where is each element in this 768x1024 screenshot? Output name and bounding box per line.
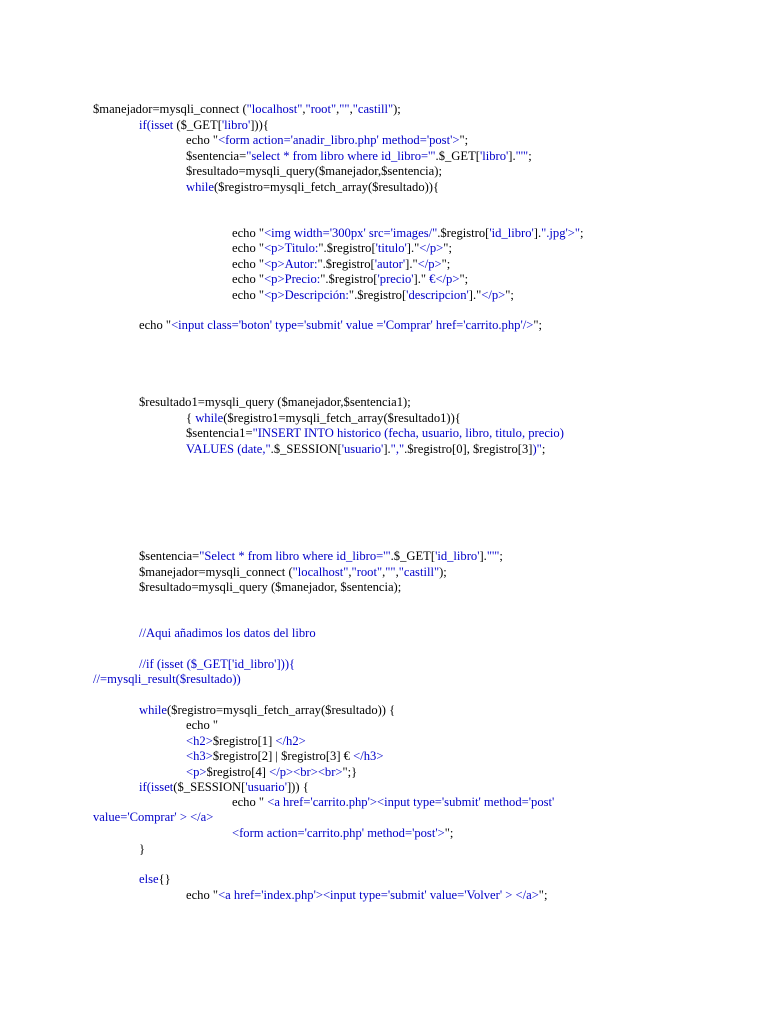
code-segment: ,: [349, 102, 353, 116]
code-line: [93, 810, 213, 825]
code-segment: <input class='boton' type='submit' value ='Comprar' href='carrito.php'/>: [171, 318, 534, 332]
code-segment: $sentencia=: [186, 149, 247, 163]
code-segment: <h2>: [186, 734, 213, 748]
code-segment: <form action='carrito.php' method='post'>: [232, 826, 445, 840]
code-line: [186, 411, 461, 426]
code-segment: ".$registro[: [317, 257, 375, 271]
code-segment: ,: [382, 565, 386, 579]
code-segment: 'descripcion': [406, 288, 469, 302]
code-line: [232, 241, 452, 256]
code-line: [232, 226, 584, 241]
code-segment: ($registro1=mysqli_fetch_array($resultado1)){: [223, 411, 461, 425]
code-segment: ].: [533, 226, 542, 240]
code-segment: "root": [305, 102, 337, 116]
code-segment: .$_GET[: [390, 549, 436, 563]
code-segment: "": [385, 565, 396, 579]
code-segment: 'autor': [374, 257, 406, 271]
code-segment: <p>Autor:: [264, 257, 318, 271]
code-segment: €</p>: [429, 272, 460, 286]
code-segment: <p>Titulo:: [264, 241, 319, 255]
code-segment: 'titulo': [375, 241, 407, 255]
code-segment: $registro[2] | $registro[3] €: [212, 749, 354, 763]
code-segment: echo ": [232, 257, 265, 271]
code-segment: 'libro': [221, 118, 251, 132]
code-line: [139, 580, 401, 595]
code-segment: $registro[4]: [206, 765, 270, 779]
code-line: [232, 288, 514, 303]
code-segment: "'": [486, 549, 500, 563]
code-segment: $registro[1]: [212, 734, 276, 748]
code-segment: ";: [538, 888, 548, 902]
code-line: [139, 872, 171, 887]
code-segment: ";: [533, 318, 542, 332]
code-segment: echo ": [186, 888, 219, 902]
code-segment: echo ": [232, 288, 265, 302]
code-segment: echo ": [186, 133, 219, 147]
code-segment: echo ": [186, 718, 219, 732]
code-segment: ".jpg'>": [541, 226, 581, 240]
code-segment: //Aqui añadimos los datos del libro: [139, 626, 316, 640]
code-segment: {}: [158, 872, 171, 886]
code-segment: <p>Descripción:: [264, 288, 349, 302]
code-line: [139, 118, 269, 133]
code-line: [186, 164, 442, 179]
code-segment: </p><br><br>: [269, 765, 343, 779]
code-segment: "": [339, 102, 350, 116]
code-segment: </h3>: [353, 749, 384, 763]
code-segment: <a href='index.php'><input type='submit' value='Volver' > </a>: [218, 888, 539, 902]
code-segment: $resultado=mysqli_query($manejador,$sentencia);: [186, 164, 442, 178]
code-line: [139, 549, 503, 564]
code-segment: )": [532, 442, 542, 456]
code-segment: <h3>: [186, 749, 213, 763]
code-segment: ";: [443, 241, 452, 255]
code-segment: <p>Precio:: [264, 272, 321, 286]
code-segment: echo ": [232, 226, 265, 240]
code-segment: <form action='anadir_libro.php' method='post'>: [218, 133, 460, 147]
code-segment: "castill": [398, 565, 440, 579]
code-segment: );: [439, 565, 447, 579]
code-segment: ($_GET[: [173, 118, 222, 132]
code-segment: VALUES (date,": [186, 442, 271, 456]
code-segment: ;: [580, 226, 584, 240]
code-segment: <a href='carrito.php'><input type='submit' method='post': [267, 795, 555, 809]
code-segment: ].": [468, 288, 482, 302]
code-segment: while: [195, 411, 224, 425]
code-segment: </p>: [481, 288, 506, 302]
code-segment: .$_GET[: [435, 149, 480, 163]
code-segment: "castill": [352, 102, 394, 116]
code-segment: else: [139, 872, 159, 886]
code-segment: while: [186, 180, 214, 194]
code-segment: $resultado1=mysqli_query ($manejador,$sentencia1);: [139, 395, 411, 409]
code-segment: if(isset: [139, 118, 174, 132]
code-segment: 'id_libro': [435, 549, 480, 563]
code-segment: 'precio': [377, 272, 414, 286]
code-segment: ";: [505, 288, 514, 302]
code-segment: 'usuario': [245, 780, 287, 794]
code-segment: ].": [405, 257, 418, 271]
code-segment: .$registro[: [437, 226, 490, 240]
code-segment: ].": [413, 272, 430, 286]
code-segment: "'": [515, 149, 529, 163]
code-segment: 'libro': [479, 149, 509, 163]
code-segment: ,: [348, 565, 352, 579]
code-line: [186, 718, 218, 733]
code-segment: ;: [528, 149, 532, 163]
code-segment: ($_SESSION[: [173, 780, 246, 794]
code-segment: $resultado=mysqli_query ($manejador, $sentencia);: [139, 580, 402, 594]
code-segment: }: [139, 842, 146, 856]
code-segment: echo ": [232, 272, 265, 286]
code-line: [186, 734, 306, 749]
code-line: [186, 442, 545, 457]
code-line: [139, 626, 316, 641]
code-segment: $sentencia=: [139, 549, 200, 563]
code-segment: $sentencia1=: [186, 426, 253, 440]
code-segment: echo ": [232, 241, 265, 255]
code-segment: ";: [441, 257, 451, 271]
code-segment: ].": [406, 241, 420, 255]
code-segment: ".$registro[: [320, 272, 378, 286]
code-segment: </p>: [417, 257, 442, 271]
code-segment: "localhost": [292, 565, 349, 579]
code-line: [139, 318, 542, 333]
code-line: [186, 180, 439, 195]
code-segment: </h2>: [275, 734, 306, 748]
code-segment: echo ": [232, 795, 268, 809]
code-segment: echo ": [139, 318, 172, 332]
code-line: [186, 426, 564, 441]
code-line: [139, 657, 295, 672]
code-segment: <p>: [186, 765, 207, 779]
code-segment: $manejador=mysqli_connect (: [139, 565, 293, 579]
code-segment: "INSERT INTO historico (fecha, usuario, libro, titulo, precio): [252, 426, 564, 440]
code-line: [186, 765, 357, 780]
code-segment: ";: [459, 272, 469, 286]
code-segment: "Select * from libro where id_libro='": [199, 549, 391, 563]
code-segment: ;: [499, 549, 503, 563]
code-segment: 'usuario': [341, 442, 384, 456]
code-segment: ;: [541, 442, 546, 456]
code-segment: //if (isset ($_GET['id_libro'])){: [139, 657, 296, 671]
code-segment: ";}: [342, 765, 358, 779]
code-line: [186, 749, 383, 764]
code-line: [139, 780, 309, 795]
code-segment: ".$registro[: [348, 288, 407, 302]
code-segment: ($registro=mysqli_fetch_array($resultado)) {: [166, 703, 396, 717]
code-segment: if(isset: [139, 780, 174, 794]
code-line: [186, 888, 547, 903]
code-segment: <img width='300px' src='images/": [264, 226, 438, 240]
code-segment: value='Comprar' > </a>: [93, 810, 214, 824]
code-line: [232, 272, 468, 287]
code-segment: {: [186, 411, 196, 425]
code-segment: ,: [336, 102, 340, 116]
code-segment: ].: [508, 149, 516, 163]
code-segment: ].: [479, 549, 487, 563]
code-segment: "localhost": [246, 102, 303, 116]
code-line: [232, 826, 453, 841]
code-segment: ].: [383, 442, 391, 456]
code-segment: ";: [459, 133, 469, 147]
code-line: [186, 149, 532, 164]
code-line: [93, 102, 401, 117]
code-segment: .$_SESSION[: [270, 442, 342, 456]
code-line: [139, 395, 411, 410]
code-segment: ,: [395, 565, 399, 579]
code-segment: //=mysqli_result($resultado)): [93, 672, 241, 686]
code-line: [186, 133, 468, 148]
code-segment: ])) {: [286, 780, 309, 794]
code-segment: .$registro[0], $registro[3]: [404, 442, 533, 456]
code-segment: "select * from libro where id_libro='": [246, 149, 436, 163]
code-segment: ";: [444, 826, 454, 840]
code-segment: 'id_libro': [489, 226, 534, 240]
code-line: [93, 672, 241, 687]
code-segment: $manejador=mysqli_connect (: [93, 102, 247, 116]
code-line: [139, 703, 395, 718]
code-segment: ",": [390, 442, 405, 456]
code-segment: </p>: [419, 241, 444, 255]
code-segment: ])){: [250, 118, 269, 132]
code-line: [139, 565, 447, 580]
code-line: [232, 257, 450, 272]
code-segment: ".$registro[: [318, 241, 376, 255]
code-line: [232, 795, 554, 810]
code-segment: "root": [351, 565, 383, 579]
code-segment: while: [139, 703, 167, 717]
code-segment: );: [393, 102, 401, 116]
code-line: [139, 842, 145, 857]
code-segment: ,: [302, 102, 306, 116]
code-segment: ($registro=mysqli_fetch_array($resultado)){: [213, 180, 440, 194]
